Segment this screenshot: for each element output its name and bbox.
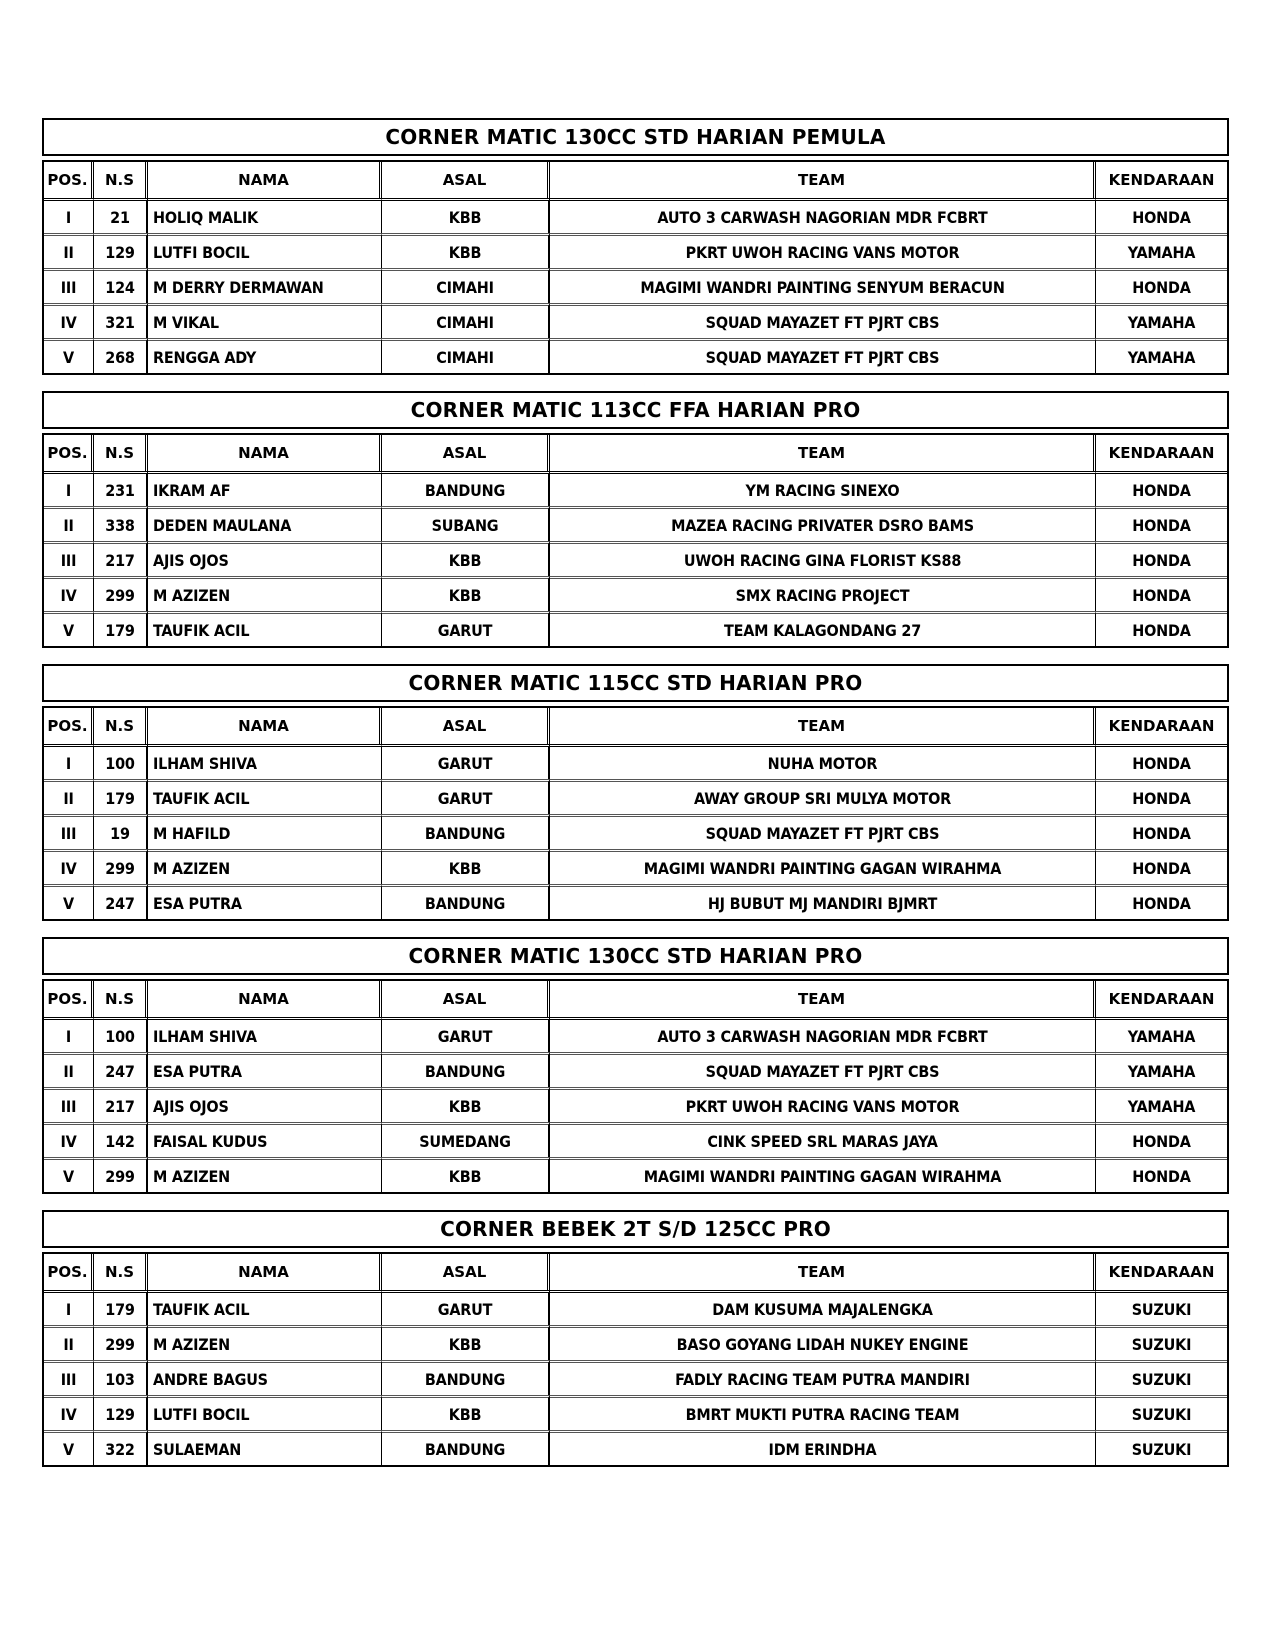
cell-vehicle: HONDA — [1096, 198, 1227, 233]
cell-origin: KBB — [382, 1395, 550, 1430]
cell-team: SQUAD MAYAZET FT PJRT CBS — [550, 303, 1096, 338]
table-row — [44, 268, 1227, 303]
table-row — [44, 233, 1227, 268]
cell-origin: KBB — [382, 1157, 550, 1192]
column-header-kendaraan: KENDARAAN — [1108, 717, 1215, 735]
cell-vehicle: HONDA — [1096, 506, 1227, 541]
cell-vehicle: HONDA — [1096, 611, 1227, 646]
results-table — [42, 160, 1229, 375]
cell-position: III — [44, 1087, 94, 1122]
cell-vehicle: HONDA — [1096, 849, 1227, 884]
cell-origin: BANDUNG — [382, 814, 550, 849]
cell-origin: KBB — [382, 1325, 550, 1360]
cell-origin: BANDUNG — [382, 1430, 550, 1465]
cell-position: III — [44, 268, 94, 303]
column-header-pos: POS. — [44, 162, 94, 198]
cell-start-number: 21 — [94, 198, 148, 233]
cell-start-number: 299 — [94, 576, 148, 611]
table-row — [44, 506, 1227, 541]
cell-rider-name: M HAFILD — [148, 814, 382, 849]
results-table — [42, 706, 1229, 921]
cell-start-number: 299 — [94, 849, 148, 884]
cell-vehicle: HONDA — [1096, 576, 1227, 611]
cell-origin: BANDUNG — [382, 884, 550, 919]
table-title: CORNER MATIC 130CC STD HARIAN PRO — [42, 937, 1229, 975]
cell-vehicle: YAMAHA — [1096, 233, 1227, 268]
cell-rider-name: LUTFI BOCIL — [148, 233, 382, 268]
cell-start-number: 217 — [94, 541, 148, 576]
cell-rider-name: AJIS OJOS — [148, 541, 382, 576]
column-header-ns: N.S — [94, 981, 148, 1017]
cell-position: I — [44, 198, 94, 233]
cell-team: CINK SPEED SRL MARAS JAYA — [550, 1122, 1096, 1157]
cell-vehicle: HONDA — [1096, 779, 1227, 814]
cell-rider-name: DEDEN MAULANA — [148, 506, 382, 541]
cell-start-number: 299 — [94, 1325, 148, 1360]
table-row — [44, 1087, 1227, 1122]
cell-origin: CIMAHI — [382, 268, 550, 303]
cell-position: I — [44, 744, 94, 779]
column-header-ns: N.S — [94, 1254, 148, 1290]
cell-vehicle: SUZUKI — [1096, 1395, 1227, 1430]
cell-position: V — [44, 1430, 94, 1465]
cell-team: MAZEA RACING PRIVATER DSRO BAMS — [550, 506, 1096, 541]
cell-rider-name: LUTFI BOCIL — [148, 1395, 382, 1430]
cell-rider-name: TAUFIK ACIL — [148, 779, 382, 814]
table-row — [44, 198, 1227, 233]
table-title: CORNER MATIC 130CC STD HARIAN PEMULA — [42, 118, 1229, 156]
column-header-asal: ASAL — [382, 1254, 550, 1290]
column-header-team: TEAM — [550, 708, 1096, 744]
cell-vehicle: HONDA — [1096, 814, 1227, 849]
cell-start-number: 299 — [94, 1157, 148, 1192]
column-header-nama: NAMA — [148, 708, 382, 744]
table-row — [44, 1395, 1227, 1430]
cell-rider-name: ILHAM SHIVA — [148, 1017, 382, 1052]
cell-position: V — [44, 884, 94, 919]
cell-position: V — [44, 338, 94, 373]
cell-vehicle: HONDA — [1096, 1157, 1227, 1192]
cell-origin: GARUT — [382, 1017, 550, 1052]
cell-vehicle: SUZUKI — [1096, 1360, 1227, 1395]
cell-team: SMX RACING PROJECT — [550, 576, 1096, 611]
table-title: CORNER MATIC 115CC STD HARIAN PRO — [42, 664, 1229, 702]
cell-position: II — [44, 233, 94, 268]
cell-start-number: 179 — [94, 611, 148, 646]
cell-start-number: 247 — [94, 1052, 148, 1087]
cell-rider-name: TAUFIK ACIL — [148, 1290, 382, 1325]
cell-rider-name: RENGGA ADY — [148, 338, 382, 373]
column-header-ns: N.S — [94, 435, 148, 471]
cell-start-number: 321 — [94, 303, 148, 338]
cell-start-number: 338 — [94, 506, 148, 541]
cell-team: SQUAD MAYAZET FT PJRT CBS — [550, 814, 1096, 849]
column-header-nama: NAMA — [148, 981, 382, 1017]
table-row — [44, 849, 1227, 884]
results-table — [42, 1252, 1229, 1467]
cell-start-number: 217 — [94, 1087, 148, 1122]
cell-vehicle: SUZUKI — [1096, 1430, 1227, 1465]
cell-origin: GARUT — [382, 779, 550, 814]
table-row — [44, 779, 1227, 814]
cell-vehicle: YAMAHA — [1096, 1017, 1227, 1052]
cell-position: III — [44, 1360, 94, 1395]
cell-rider-name: M VIKAL — [148, 303, 382, 338]
cell-origin: CIMAHI — [382, 303, 550, 338]
cell-rider-name: ESA PUTRA — [148, 1052, 382, 1087]
cell-rider-name: M AZIZEN — [148, 576, 382, 611]
table-row — [44, 884, 1227, 919]
results-table-section — [42, 118, 1229, 375]
cell-rider-name: M AZIZEN — [148, 1325, 382, 1360]
cell-start-number: 19 — [94, 814, 148, 849]
column-header-nama: NAMA — [148, 162, 382, 198]
cell-origin: BANDUNG — [382, 471, 550, 506]
table-row — [44, 338, 1227, 373]
cell-vehicle: YAMAHA — [1096, 1087, 1227, 1122]
cell-team: SQUAD MAYAZET FT PJRT CBS — [550, 338, 1096, 373]
column-header-asal: ASAL — [382, 708, 550, 744]
cell-team: HJ BUBUT MJ MANDIRI BJMRT — [550, 884, 1096, 919]
cell-start-number: 124 — [94, 268, 148, 303]
column-header-kendaraan: KENDARAAN — [1108, 1263, 1215, 1281]
cell-origin: KBB — [382, 1087, 550, 1122]
table-title: CORNER BEBEK 2T S/D 125CC PRO — [42, 1210, 1229, 1248]
cell-team: FADLY RACING TEAM PUTRA MANDIRI — [550, 1360, 1096, 1395]
cell-position: IV — [44, 303, 94, 338]
cell-team: NUHA MOTOR — [550, 744, 1096, 779]
cell-start-number: 100 — [94, 744, 148, 779]
cell-vehicle: HONDA — [1096, 884, 1227, 919]
cell-start-number: 247 — [94, 884, 148, 919]
results-table-section — [42, 937, 1229, 1194]
cell-origin: KBB — [382, 198, 550, 233]
cell-origin: BANDUNG — [382, 1360, 550, 1395]
column-header-pos: POS. — [44, 981, 94, 1017]
column-header-asal: ASAL — [382, 981, 550, 1017]
cell-rider-name: ILHAM SHIVA — [148, 744, 382, 779]
results-table-section — [42, 391, 1229, 648]
cell-position: V — [44, 611, 94, 646]
cell-team: IDM ERINDHA — [550, 1430, 1096, 1465]
results-document — [42, 118, 1229, 1483]
cell-vehicle: HONDA — [1096, 541, 1227, 576]
cell-start-number: 103 — [94, 1360, 148, 1395]
table-row — [44, 1052, 1227, 1087]
table-row — [44, 611, 1227, 646]
results-table — [42, 979, 1229, 1194]
cell-origin: CIMAHI — [382, 338, 550, 373]
cell-vehicle: YAMAHA — [1096, 303, 1227, 338]
table-row — [44, 814, 1227, 849]
table-row — [44, 1360, 1227, 1395]
cell-team: AWAY GROUP SRI MULYA MOTOR — [550, 779, 1096, 814]
table-row — [44, 1017, 1227, 1052]
cell-position: IV — [44, 576, 94, 611]
table-row — [44, 1290, 1227, 1325]
table-row — [44, 1430, 1227, 1465]
column-header-team: TEAM — [550, 981, 1096, 1017]
cell-rider-name: HOLIQ MALIK — [148, 198, 382, 233]
table-row — [44, 1157, 1227, 1192]
cell-vehicle: HONDA — [1096, 268, 1227, 303]
cell-origin: SUMEDANG — [382, 1122, 550, 1157]
table-row — [44, 576, 1227, 611]
cell-team: PKRT UWOH RACING VANS MOTOR — [550, 1087, 1096, 1122]
cell-team: MAGIMI WANDRI PAINTING SENYUM BERACUN — [550, 268, 1096, 303]
cell-start-number: 142 — [94, 1122, 148, 1157]
column-header-asal: ASAL — [382, 162, 550, 198]
column-header-kendaraan: KENDARAAN — [1108, 990, 1215, 1008]
header-row — [44, 708, 1227, 744]
header-row — [44, 435, 1227, 471]
cell-team: UWOH RACING GINA FLORIST KS88 — [550, 541, 1096, 576]
table-row — [44, 1325, 1227, 1360]
cell-position: III — [44, 541, 94, 576]
cell-start-number: 129 — [94, 233, 148, 268]
results-table — [42, 433, 1229, 648]
cell-position: II — [44, 506, 94, 541]
cell-position: II — [44, 1325, 94, 1360]
cell-team: TEAM KALAGONDANG 27 — [550, 611, 1096, 646]
cell-rider-name: M AZIZEN — [148, 849, 382, 884]
cell-origin: KBB — [382, 233, 550, 268]
column-header-asal: ASAL — [382, 435, 550, 471]
header-row — [44, 162, 1227, 198]
cell-position: I — [44, 1017, 94, 1052]
cell-position: III — [44, 814, 94, 849]
cell-team: BASO GOYANG LIDAH NUKEY ENGINE — [550, 1325, 1096, 1360]
results-table-section — [42, 664, 1229, 921]
cell-rider-name: FAISAL KUDUS — [148, 1122, 382, 1157]
column-header-nama: NAMA — [148, 435, 382, 471]
column-header-pos: POS. — [44, 1254, 94, 1290]
cell-origin: BANDUNG — [382, 1052, 550, 1087]
table-row — [44, 744, 1227, 779]
column-header-pos: POS. — [44, 435, 94, 471]
column-header-pos: POS. — [44, 708, 94, 744]
cell-vehicle: HONDA — [1096, 1122, 1227, 1157]
cell-vehicle: SUZUKI — [1096, 1325, 1227, 1360]
cell-vehicle: YAMAHA — [1096, 338, 1227, 373]
cell-vehicle: HONDA — [1096, 471, 1227, 506]
table-row — [44, 303, 1227, 338]
cell-team: SQUAD MAYAZET FT PJRT CBS — [550, 1052, 1096, 1087]
cell-start-number: 268 — [94, 338, 148, 373]
header-row — [44, 1254, 1227, 1290]
table-row — [44, 1122, 1227, 1157]
table-title: CORNER MATIC 113CC FFA HARIAN PRO — [42, 391, 1229, 429]
cell-team: MAGIMI WANDRI PAINTING GAGAN WIRAHMA — [550, 1157, 1096, 1192]
cell-position: II — [44, 779, 94, 814]
cell-vehicle: SUZUKI — [1096, 1290, 1227, 1325]
cell-origin: SUBANG — [382, 506, 550, 541]
cell-position: IV — [44, 1122, 94, 1157]
cell-position: V — [44, 1157, 94, 1192]
cell-start-number: 179 — [94, 779, 148, 814]
cell-origin: KBB — [382, 576, 550, 611]
cell-position: IV — [44, 1395, 94, 1430]
table-row — [44, 471, 1227, 506]
cell-rider-name: M DERRY DERMAWAN — [148, 268, 382, 303]
cell-team: DAM KUSUMA MAJALENGKA — [550, 1290, 1096, 1325]
cell-rider-name: ESA PUTRA — [148, 884, 382, 919]
cell-start-number: 129 — [94, 1395, 148, 1430]
cell-rider-name: ANDRE BAGUS — [148, 1360, 382, 1395]
cell-vehicle: YAMAHA — [1096, 1052, 1227, 1087]
cell-team: PKRT UWOH RACING VANS MOTOR — [550, 233, 1096, 268]
cell-start-number: 179 — [94, 1290, 148, 1325]
cell-vehicle: HONDA — [1096, 744, 1227, 779]
column-header-team: TEAM — [550, 1254, 1096, 1290]
column-header-kendaraan: KENDARAAN — [1108, 444, 1215, 462]
cell-rider-name: IKRAM AF — [148, 471, 382, 506]
cell-start-number: 231 — [94, 471, 148, 506]
cell-position: I — [44, 1290, 94, 1325]
cell-rider-name: AJIS OJOS — [148, 1087, 382, 1122]
cell-origin: GARUT — [382, 744, 550, 779]
column-header-team: TEAM — [550, 162, 1096, 198]
cell-rider-name: SULAEMAN — [148, 1430, 382, 1465]
cell-team: BMRT MUKTI PUTRA RACING TEAM — [550, 1395, 1096, 1430]
column-header-ns: N.S — [94, 162, 148, 198]
table-row — [44, 541, 1227, 576]
cell-team: MAGIMI WANDRI PAINTING GAGAN WIRAHMA — [550, 849, 1096, 884]
cell-origin: GARUT — [382, 1290, 550, 1325]
cell-position: IV — [44, 849, 94, 884]
cell-team: AUTO 3 CARWASH NAGORIAN MDR FCBRT — [550, 1017, 1096, 1052]
cell-start-number: 100 — [94, 1017, 148, 1052]
cell-rider-name: M AZIZEN — [148, 1157, 382, 1192]
cell-position: II — [44, 1052, 94, 1087]
cell-team: AUTO 3 CARWASH NAGORIAN MDR FCBRT — [550, 198, 1096, 233]
cell-origin: GARUT — [382, 611, 550, 646]
header-row — [44, 981, 1227, 1017]
cell-team: YM RACING SINEXO — [550, 471, 1096, 506]
cell-start-number: 322 — [94, 1430, 148, 1465]
column-header-team: TEAM — [550, 435, 1096, 471]
column-header-ns: N.S — [94, 708, 148, 744]
column-header-nama: NAMA — [148, 1254, 382, 1290]
results-table-section — [42, 1210, 1229, 1467]
cell-origin: KBB — [382, 541, 550, 576]
column-header-kendaraan: KENDARAAN — [1108, 171, 1215, 189]
cell-origin: KBB — [382, 849, 550, 884]
cell-position: I — [44, 471, 94, 506]
cell-rider-name: TAUFIK ACIL — [148, 611, 382, 646]
